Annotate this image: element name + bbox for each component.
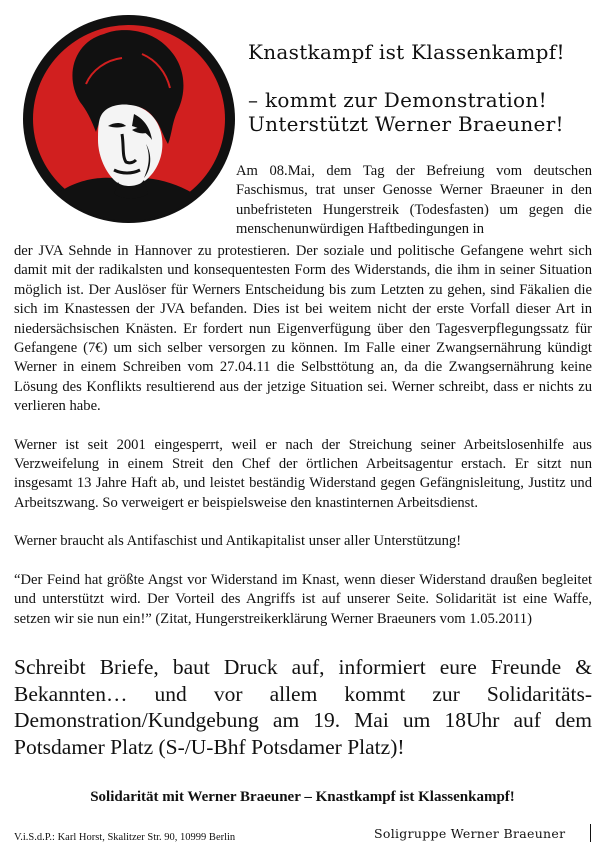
call-to-action: Schreibt Briefe, baut Druck auf, informiert eure Freunde & Bekannten… und vor allem kommt zur Solidaritäts-Demonstration/Kundgebung am 19. Mai um 18Uhr auf dem Potsdamer Platz (S-/U-Bhf Potsdamer Platz)! — [14, 655, 592, 759]
article-quote: “Der Feind hat größte Angst vor Widerstand im Knast, wenn dieser Widerstand draußen begleitet und unterstützt wird. Der Vorteil des Angriffs ist auf unserer Seite. Solidarität ist eine Waffe, setzen wir sie nun ein!” (Zitat, Hungerstreikerklärung Werner Braeuners vom 1.05.2011) — [14, 571, 592, 627]
article-paragraph-1: der JVA Sehnde in Hannover zu protestieren. Der soziale und politische Gefangene wehrt sich damit mit der radikalsten und konsequentesten Form des Widerstands, die ihm in seiner Situation möglich ist. Der Auslöser für Werners Entscheidung bis zum Letzten zu gehen, sind Fäkalien die sich im Knastessen der JVA befanden. Dies ist bei weitem nicht der erste Vorfall dieser Art in niedersächsischen Knästen. Er fordert nun Eigenverfügung über den Tagesverpflegungssatz für Gefangene (7€) um sich selber versorgen zu können. Im Falle einer Zwangsernährung kündigt Werner in einem Schreiben vom 27.04.11 die Selbsttötung an, da die Zwangsernährung keine Lösung des Konflikts resultierend aus der jetzige Situation sei. Werner schreibt, dass er nichts zu verlieren habe. — [14, 243, 592, 415]
headline-subtitle-2: Unterstützt Werner Braeuner! — [248, 112, 564, 136]
portrait-illustration — [22, 14, 236, 224]
signature: Soligruppe Werner Braeuner — [374, 826, 566, 841]
slogan: Solidarität mit Werner Braeuner – Knastkampf ist Klassenkampf! — [90, 789, 515, 805]
article-paragraph-3: Werner braucht als Antifaschist und Antikapitalist unser aller Unterstützung! — [14, 533, 462, 550]
headline-subtitle-1: – kommt zur Demonstration! — [248, 88, 547, 112]
article-body — [14, 242, 592, 629]
text-cursor — [590, 824, 591, 842]
article-paragraph-2: Werner ist seit 2001 eingesperrt, weil er nach der Streichung seiner Arbeitslosenhilfe aus Verzweifelung in einem Streit den Chef der örtlichen Arbeitsagentur erstach. Er sitzt nun insgesamt 13 Jahre Haft ab, und leistet beständig Widerstand gegen Gefängnisleitung, Justitz und Arbeitszwang. So verweigert er beispielsweise den knastinternen Arbeitsdienst. — [14, 436, 592, 511]
visdp-imprint: V.i.S.d.P.: Karl Horst, Skalitzer Str. 90, 10999 Berlin — [14, 832, 236, 843]
article-intro: Am 08.Mai, dem Tag der Befreiung vom deutschen Faschismus, trat unser Genosse Werner Braeuner in den unbefristeten Hungerstreik (Todesfasten) um gegen die menschenunwürdigen Haftbedingungen in — [236, 163, 592, 238]
headline-title: Knastkampf ist Klassenkampf! — [248, 40, 565, 64]
